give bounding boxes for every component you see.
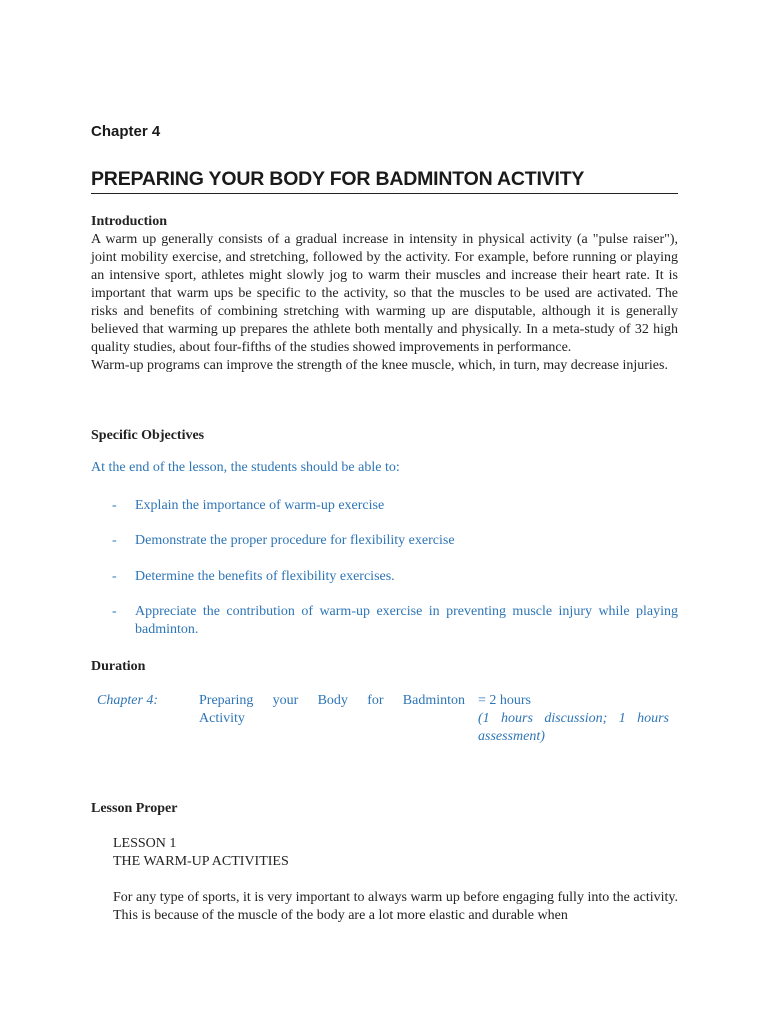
objective-item <box>112 568 678 586</box>
introduction-section <box>91 213 678 375</box>
duration-hours-cell <box>478 692 669 746</box>
lesson-block <box>113 835 678 925</box>
bullet-dash: - <box>112 604 117 619</box>
objectives-list <box>112 497 678 639</box>
objectives-heading: Specific Objectives <box>91 428 205 443</box>
bullet-dash: - <box>112 498 117 513</box>
chapter-label: Chapter 4 <box>91 123 161 140</box>
lesson-proper-section <box>91 800 678 818</box>
duration-heading: Duration <box>91 659 146 674</box>
duration-hours: = 2 hours <box>478 693 532 708</box>
objective-item <box>112 532 678 550</box>
duration-title-line-2: Activity <box>199 711 245 726</box>
bullet-dash: - <box>112 533 117 548</box>
objective-item <box>112 603 678 639</box>
objective-text: Explain the importance of warm-up exercise <box>135 498 385 513</box>
bullet-dash: - <box>112 569 117 584</box>
objective-text: Appreciate the contribution of warm-up exercise in preventing muscle injury while playing badminton. <box>135 604 678 637</box>
lesson-number: LESSON 1 <box>113 836 177 851</box>
objective-text: Demonstrate the proper procedure for flexibility exercise <box>135 533 455 548</box>
duration-title-line-1: Preparing your Body for Badminton <box>199 693 465 708</box>
introduction-heading: Introduction <box>91 214 167 229</box>
introduction-paragraph-1: A warm up generally consists of a gradual increase in intensity in physical activity (a "pulse raiser"), joint mobility exercise, and stretching, followed by the activity. For example, before running or playing an intensive sport, athletes might slowly jog to warm their muscles and increase their heart rate. It is important that warm ups be specific to the activity, so that the muscles to be used are activated. The risks and benefits of combining stretching with warming up are disputable, although it is generally believed that warming up prepares the athlete both mentally and physically. In a meta-study of 32 high quality studies, about four-fifths of the studies showed improvements in performance. <box>91 232 678 355</box>
duration-section <box>91 658 678 676</box>
objective-text: Determine the benefits of flexibility exercises. <box>135 569 395 584</box>
duration-title <box>199 692 465 728</box>
duration-note: (1 hours discussion; 1 hours assessment) <box>478 711 669 744</box>
objectives-lead: At the end of the lesson, the students should be able to: <box>91 460 400 475</box>
lesson-paragraph: For any type of sports, it is very important to always warm up before engaging fully into the activity. This is because of the muscle of the body are a lot more elastic and durable when <box>113 890 678 923</box>
page-title: PREPARING YOUR BODY FOR BADMINTON ACTIVITY <box>91 168 678 194</box>
duration-chapter: Chapter 4: <box>97 693 159 708</box>
objective-item <box>112 497 678 515</box>
lesson-title: THE WARM-UP ACTIVITIES <box>113 854 289 869</box>
objectives-section <box>91 427 678 491</box>
lesson-proper-heading: Lesson Proper <box>91 801 178 816</box>
introduction-paragraph-2: Warm-up programs can improve the strength of the knee muscle, which, in turn, may decrease injuries. <box>91 358 668 373</box>
